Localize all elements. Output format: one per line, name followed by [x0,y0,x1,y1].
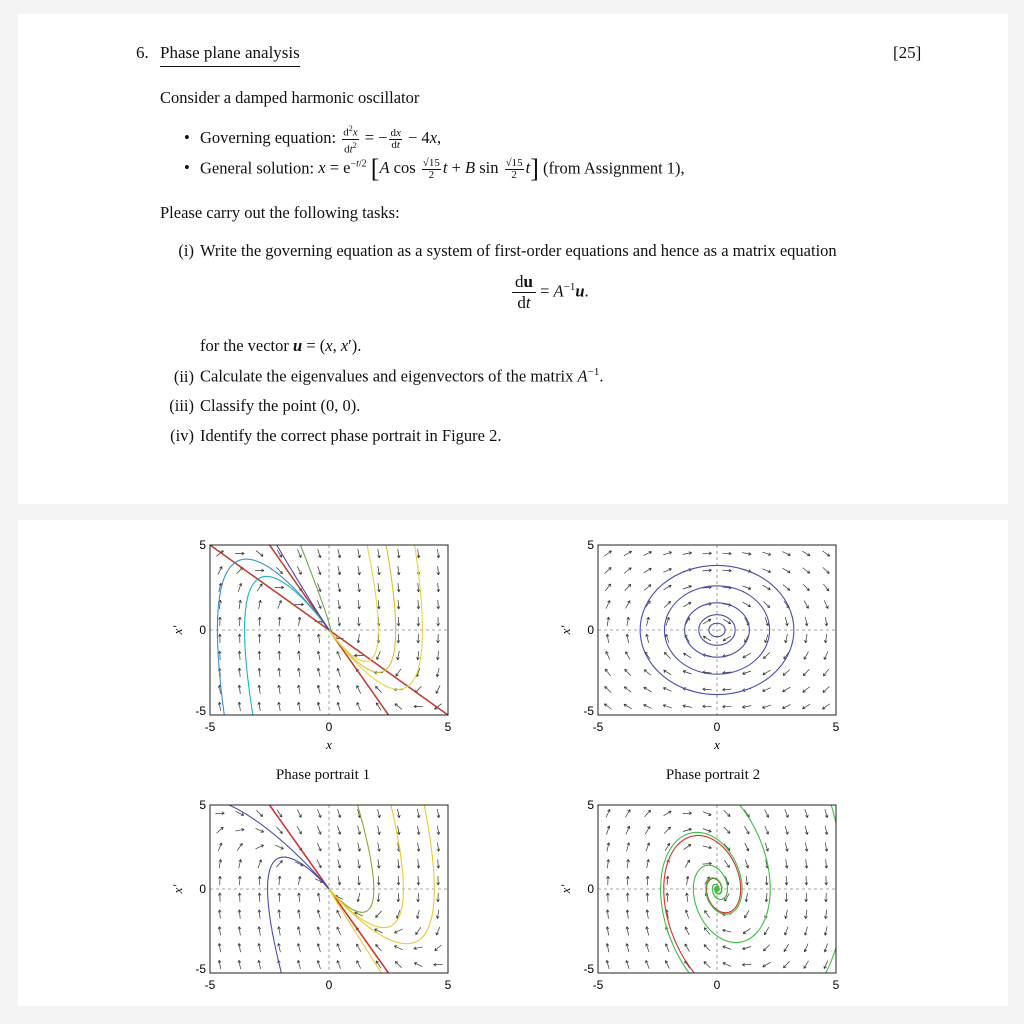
y-tick-label: -5 [583,704,594,718]
x-tick-label: 0 [325,720,333,734]
task-ii-number: (ii) [173,366,194,386]
phase-portrait-4-plot [558,795,858,1010]
x-axis-label: x [326,737,332,752]
phase-portrait-2-plot [558,535,858,760]
x-tick-label: 5 [832,978,840,992]
y-axis-label: x′ [558,625,573,635]
general-solution: $x = e^{-t/2}$ [A cos $\frac{√15}{2}$ t + B sin $\frac{√15}{2}$ t] [318,154,539,184]
y-tick-label: -5 [195,962,206,976]
intro-text: Consider a damped harmonic oscillator [160,88,420,107]
phase-portrait-1-caption: Phase portrait 1 [275,767,371,783]
bullet-solution: • General solution: $x = e^{-t/2}$ [A cos $\frac{√15}{2}$ t + B sin $\frac{√15}{2}$ t] (from Assignment 1), [184,154,685,184]
y-tick-label: -5 [583,962,594,976]
y-tick-label: 5 [587,798,594,812]
y-tick-label: 0 [587,882,594,896]
task-iii: (iii) Classify the point (0, 0). [158,396,360,416]
tasks-intro: Please carry out the following tasks: [160,203,400,222]
task-i-text: Write the governing equation as a system of first-order equations and hence as a matrix equation [200,241,837,260]
phase-portrait-2-caption: Phase portrait 2 [665,767,761,783]
task-iv-number: (iv) [170,426,194,445]
x-tick-label: 5 [832,720,840,734]
x-tick-label: -5 [592,720,604,734]
phase-portrait-4 [558,795,858,1010]
x-axis-label: x [714,737,720,752]
question-title: Phase plane analysis [160,43,300,67]
governing-equation: $\frac{d^2x}{dt^2}$ = − $\frac{dx}{dt}$ − 4x, [343,124,442,156]
phase-portrait-1 [170,535,470,760]
y-tick-label: 5 [587,538,594,552]
task-i [158,241,837,261]
x-tick-label: 5 [444,720,452,734]
y-tick-label: 5 [199,538,206,552]
x-tick-label: -5 [204,720,216,734]
solution-suffix: (from Assignment 1), [543,158,685,178]
phase-portrait-2 [558,535,858,760]
x-tick-label: -5 [592,978,604,992]
task-iv-text: Identify the correct phase portrait in Figure 2. [200,426,502,445]
task-i-follow-text: for the vector [200,336,289,355]
phase-portrait-3-plot [170,795,470,1010]
x-tick-label: 0 [713,720,721,734]
bullet-governing: • Governing equation: $\frac{d^2x}{dt^2}$ = − $\frac{dx}{dt}$ − 4x, [184,124,442,156]
task-ii-text: Calculate the eigenvalues and eigenvectors of the matrix [200,366,574,386]
y-tick-label: 5 [199,798,206,812]
y-tick-label: 0 [199,882,206,896]
phase-portrait-3 [170,795,470,1010]
x-tick-label: -5 [204,978,216,992]
question-number: 6. [136,43,149,62]
task-i-follow: for the vector u = (x, x′). [200,336,362,355]
task-ii: (ii) Calculate the eigenvalues and eigenvectors of the matrix $A^{-1}$. [158,366,603,387]
x-tick-label: 0 [713,978,721,992]
y-tick-label: -5 [195,704,206,718]
x-tick-label: 5 [444,978,452,992]
y-axis-label: x′ [558,884,573,894]
solution-label: General solution: [200,158,315,178]
y-axis-label: x′ [170,625,185,635]
y-tick-label: 0 [587,623,594,637]
phase-portrait-1-plot [170,535,470,760]
matrix-equation: $\frac{du}{dt}$ = $A^{-1}u$. [512,272,589,313]
question-marks: [25] [893,43,922,62]
y-axis-label: x′ [170,884,185,894]
task-iii-text: Classify the point [200,396,317,415]
y-tick-label: 0 [199,623,206,637]
task-i-number: (i) [178,241,194,260]
figure-sheet [18,520,1008,1006]
task-iv [158,426,501,446]
task-iii-number: (iii) [169,396,194,415]
x-tick-label: 0 [325,978,333,992]
governing-label: Governing equation: [200,127,337,147]
